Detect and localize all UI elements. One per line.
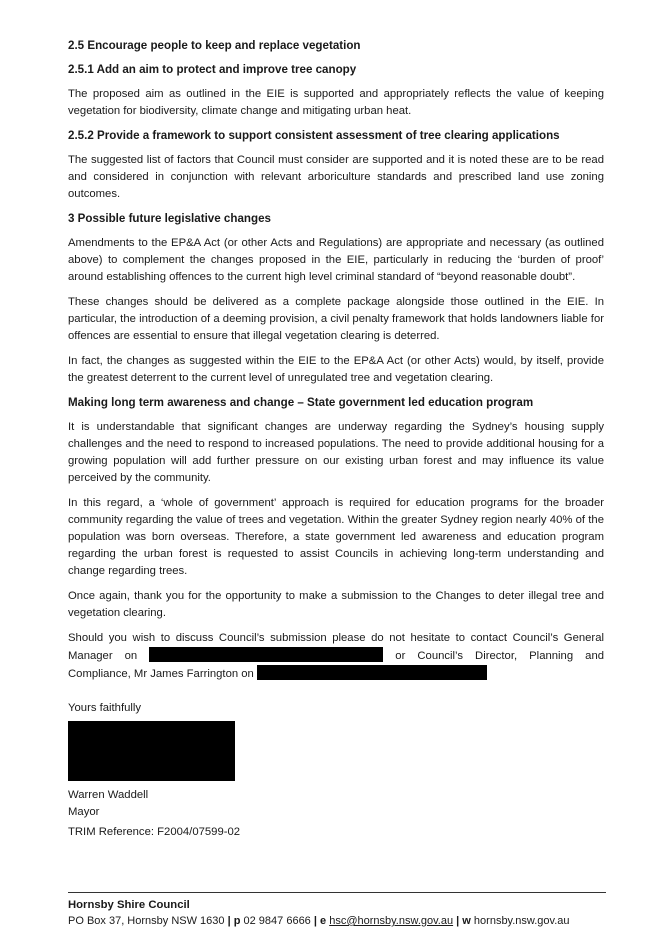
signature-block: [68, 700, 368, 821]
contact-text: or Council’s Director, Planning and Compliance, Mr James Farrington on: [68, 650, 605, 680]
footer-phone: 02 9847 6666: [243, 915, 311, 927]
signatory-name: Warren Waddell: [68, 789, 149, 801]
contact-text: Should you wish to discuss Council’s submission please do not hesitate to contact Council’s General Manager on: [68, 632, 604, 662]
paragraph: The proposed aim as outlined in the EIE is supported and appropriately reflects the value of keeping vegetation for biodiversity, climate change and mitigating urban heat.: [68, 88, 604, 117]
footer-contact-line: PO Box 37, Hornsby NSW 1630 | p 02 9847 6666 | e hsc@hornsby.nsw.gov.au | w hornsby.nsw.gov.au: [68, 915, 570, 927]
section-heading: 3 Possible future legislative changes: [68, 212, 271, 225]
section-heading: 2.5.2 Provide a framework to support consistent assessment of tree clearing applications: [68, 129, 560, 142]
letter-body: [68, 38, 604, 683]
footer-org-name: Hornsby Shire Council: [68, 899, 190, 911]
paragraph: In fact, the changes as suggested within the EIE to the EP&A Act (or other Acts) would, by itself, provide the greatest deterrent to the current level of unregulated tree and vegetation clearing.: [68, 355, 604, 384]
email-label: e: [320, 915, 327, 927]
paragraph: In this regard, a ‘whole of government’ approach is required for education programs for the broader community regarding the value of trees and vegetation. Within the greater Sydney region nearly 40% of the population was born overseas. Therefore, a state government led awareness and education program regarding the urban forest is requested to assist Councils in achieving long-term understanding and change regarding trees.: [68, 497, 604, 577]
section-heading: 2.5 Encourage people to keep and replace vegetation: [68, 39, 361, 52]
trim-reference: TRIM Reference: F2004/07599-02: [68, 826, 241, 838]
paragraph: The suggested list of factors that Council must consider are supported and it is noted these are to be read and considered in conjunction with relevant arboriculture standards and prescribed land use zoning outcomes.: [68, 154, 604, 200]
paragraph: It is understandable that significant changes are underway regarding the Sydney’s housing supply challenges and the need to respond to increased populations. The need to provide additional housing for a growing population will add further pressure on our existing urban forest and may influence its value perceived by the community.: [68, 421, 604, 484]
footer-email-link[interactable]: hsc@hornsby.nsw.gov.au: [329, 915, 454, 927]
footer: [68, 897, 628, 929]
salutation: Yours faithfully: [68, 702, 142, 714]
phone-label: p: [233, 915, 241, 927]
signatory-title: Mayor: [68, 806, 100, 818]
web-label: w: [462, 915, 471, 927]
section-heading: 2.5.1 Add an aim to protect and improve tree canopy: [68, 63, 357, 76]
footer-address: PO Box 37, Hornsby NSW 1630: [68, 915, 225, 927]
paragraph: These changes should be delivered as a complete package alongside those outlined in the EIE. In particular, the introduction of a deeming provision, a civil penalty framework that holds landowners liable for offences are essential to ensure that illegal vegetation clearing is deterred.: [68, 296, 604, 342]
footer-web-link[interactable]: hornsby.nsw.gov.au: [473, 915, 570, 927]
redacted-phone-general-manager: [149, 647, 383, 662]
redacted-phone-director: [257, 665, 487, 680]
section-heading: Making long term awareness and change – State government led education program: [68, 396, 534, 409]
redacted-signature: [68, 721, 235, 781]
contact-paragraph: [68, 630, 604, 683]
paragraph: Once again, thank you for the opportunity to make a submission to the Changes to deter illegal tree and vegetation clearing.: [68, 590, 604, 619]
paragraph: Amendments to the EP&A Act (or other Acts and Regulations) are appropriate and necessary (as outlined above) to complement the changes proposed in the EIE, particularly in reducing the ‘burden of proof’ around establishing offences to the current high level criminal standard of “beyond reasonable doubt”.: [68, 237, 604, 283]
footer-divider: [68, 892, 606, 893]
